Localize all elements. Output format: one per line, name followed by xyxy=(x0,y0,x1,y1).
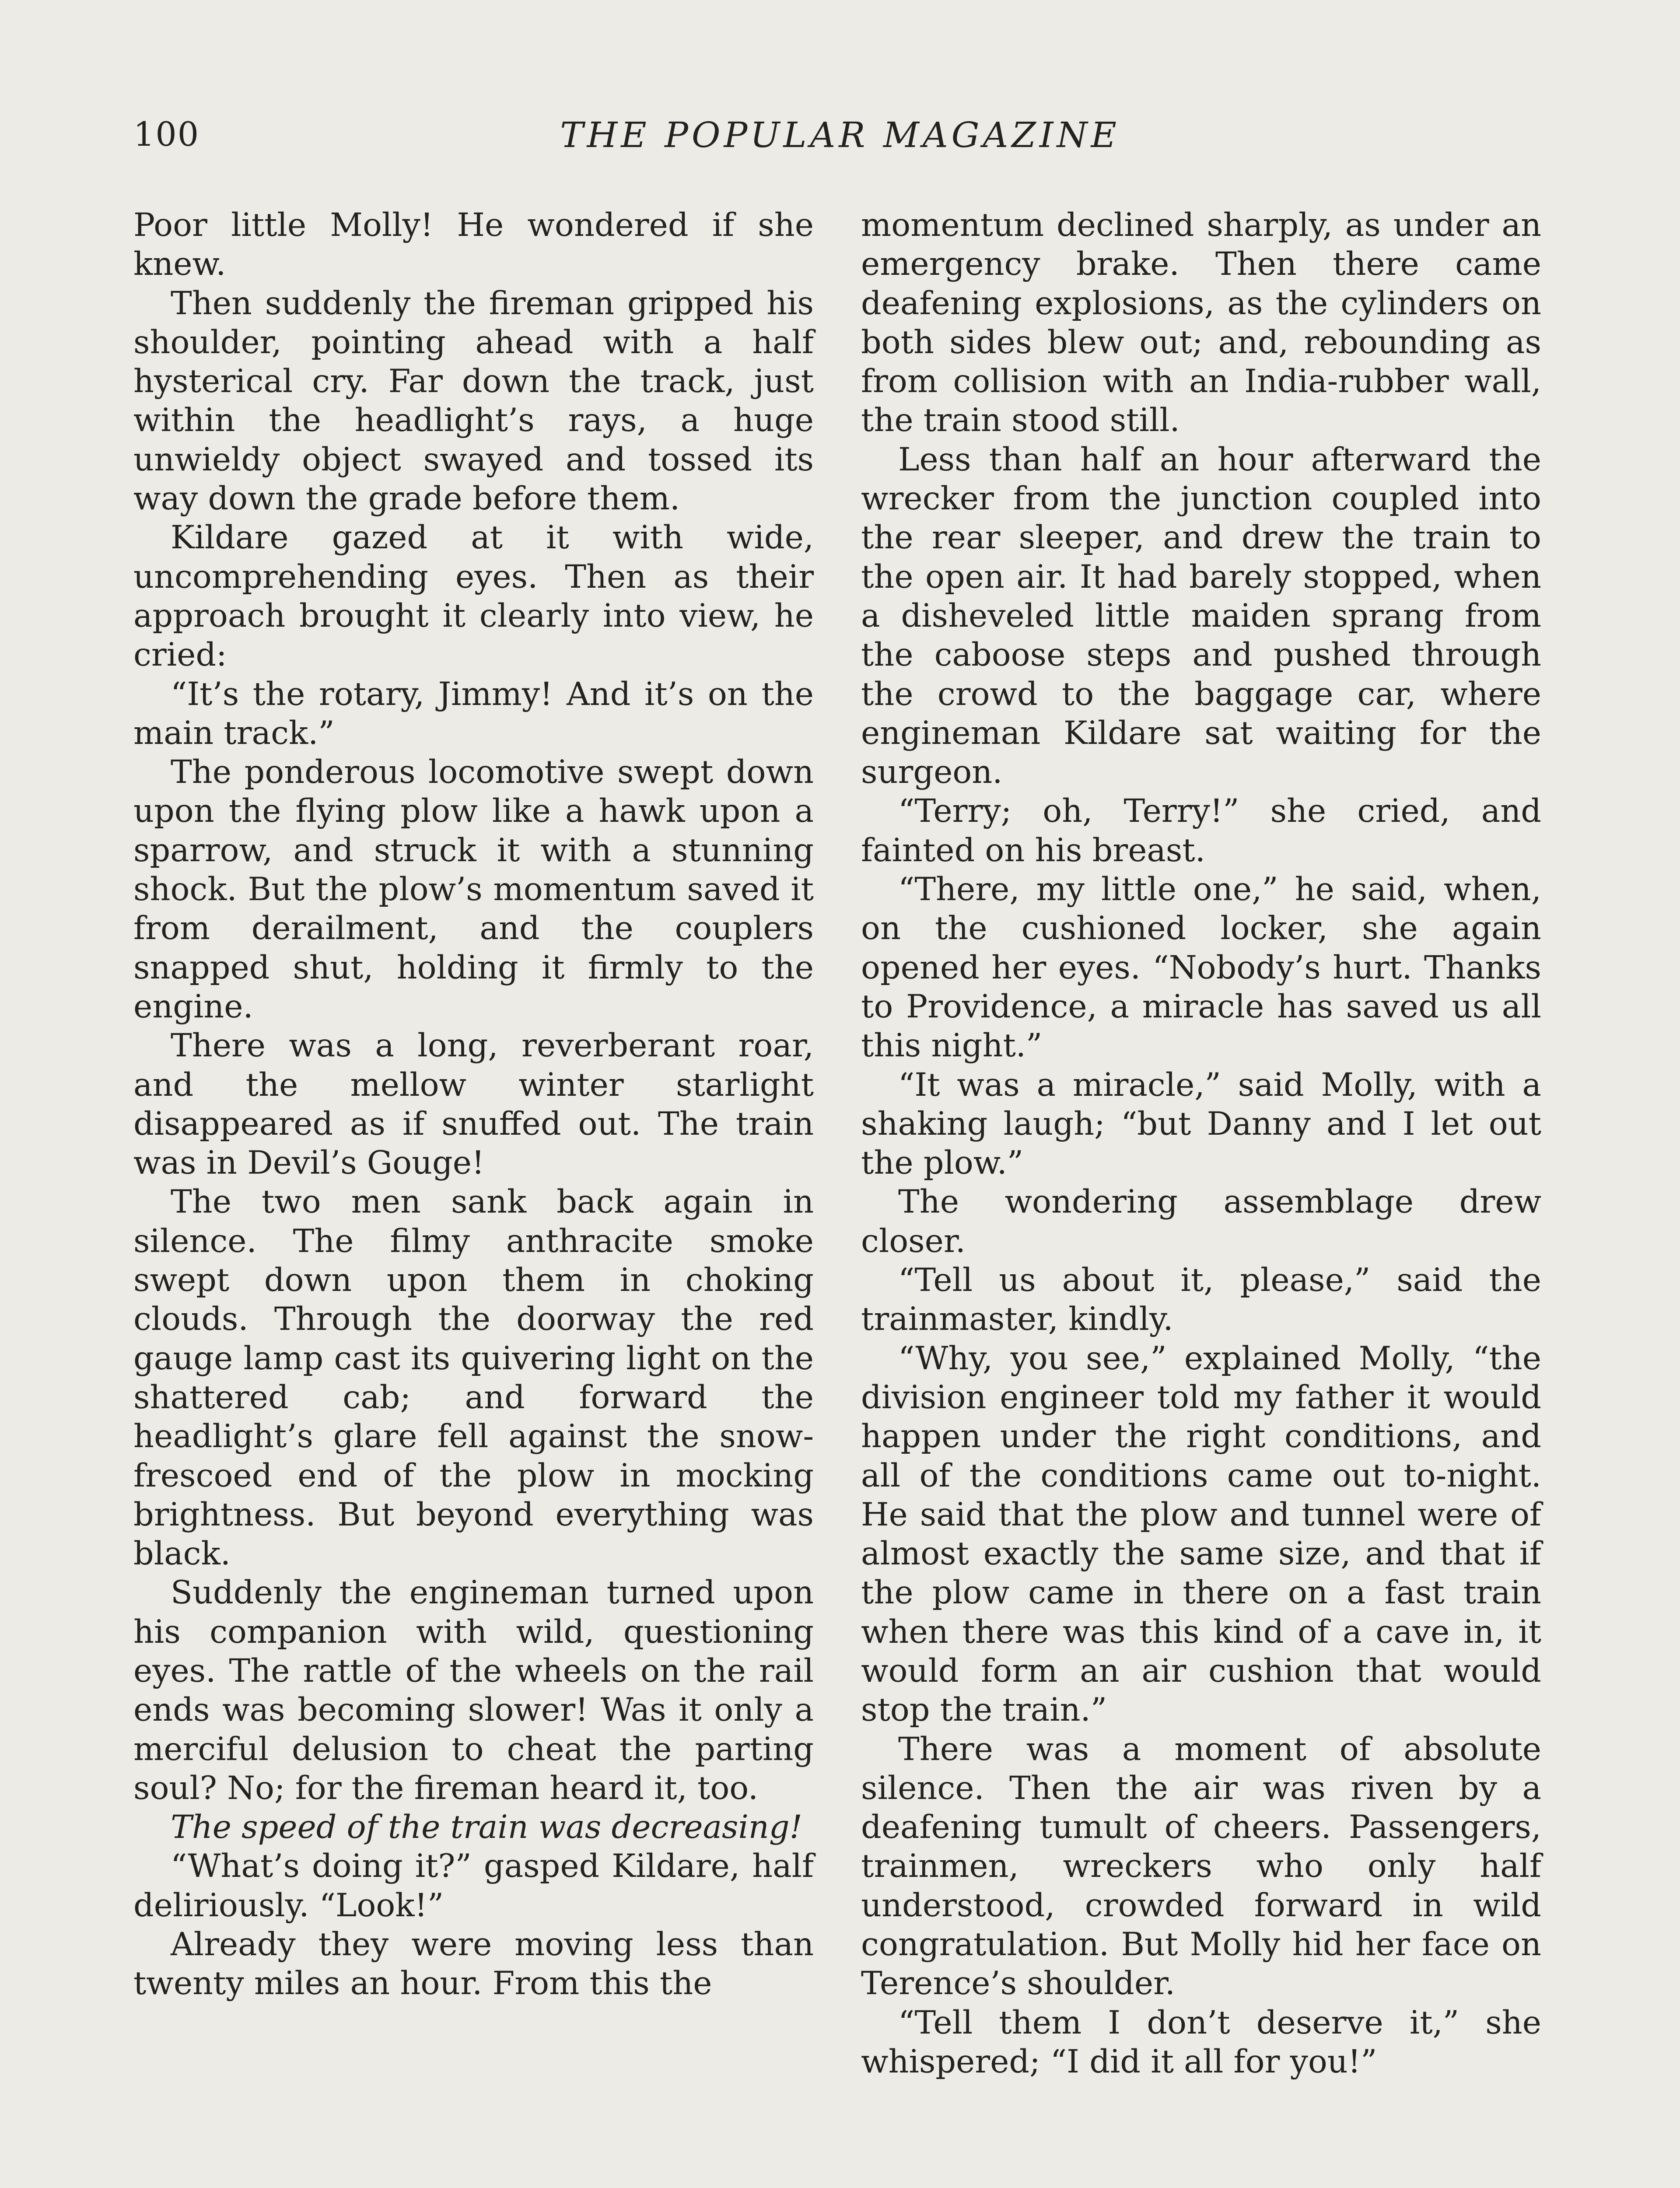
paragraph: “What’s doing it?” gasped Kildare, half deliriously. “Look!” xyxy=(133,1848,814,1924)
paragraph: The wondering assemblage drew closer. xyxy=(861,1183,1541,1260)
paragraph: momentum declined sharply, as under an emergency brake. Then there came deafening explosions, as the cylinders on both sides blew out; and, rebounding as from collision with an India-rubber wall, the train stood still. xyxy=(861,207,1541,439)
paragraph: Poor little Molly! He wondered if she knew. xyxy=(133,207,814,283)
paragraph: Suddenly the engineman turned upon his companion with wild, questioning eyes. The rattle of the wheels on the rail ends was becoming slower! Was it only a merciful delusion to cheat the parting soul? No; for the fireman heard it, too. xyxy=(133,1574,814,1807)
page-number: 100 xyxy=(133,115,200,154)
page-header xyxy=(0,115,1680,167)
paragraph: “Tell us about it, please,” said the trainmaster, kindly. xyxy=(861,1262,1541,1338)
right-column xyxy=(861,206,1541,2081)
paragraph: “Terry; oh, Terry!” she cried, and fainted on his breast. xyxy=(861,792,1541,869)
paragraph: “Why, you see,” explained Molly, “the division engineer told my father it would happen under the right conditions, and all of the conditions came out to-night. He said that the plow and tunnel were of almost exactly the same size, and that if the plow came in there on a fast train when there was this kind of a cave in, it would form an air cushion that would stop the train.” xyxy=(861,1339,1541,1729)
paragraph: Already they were moving less than twenty miles an hour. From this the xyxy=(133,1926,814,2002)
paragraph-italic: The speed of the train was decreasing! xyxy=(171,1809,802,1846)
paragraph: Less than half an hour afterward the wrecker from the junction coupled into the rear sleeper, and drew the train to the open air. It had barely stopped, when a disheveled little maiden sprang from the caboose steps and pushed through the crowd to the baggage car, where engineman Kildare sat waiting for the surgeon. xyxy=(861,441,1541,791)
paragraph: The ponderous locomotive swept down upon the flying plow like a hawk upon a sparrow, and struck it with a stunning shock. But the plow’s momentum saved it from derailment, and the couplers snapped shut, holding it firmly to the engine. xyxy=(133,754,814,1025)
left-column xyxy=(133,206,814,2003)
paragraph: “It’s the rotary, Jimmy! And it’s on the main track.” xyxy=(133,675,814,752)
paragraph: “There, my little one,” he said, when, on the cushioned locker, she again opened her eyes. “Nobody’s hurt. Thanks to Providence, a miracle has saved us all this night.” xyxy=(861,871,1541,1065)
running-head-title: THE POPULAR MAGAZINE xyxy=(560,115,1120,155)
paragraph: Then suddenly the fireman gripped his shoulder, pointing ahead with a half hysterical cry. Far down the track, just within the headlight’s rays, a huge unwieldy object swayed and tossed its way down the grade before them. xyxy=(133,284,814,518)
paragraph: There was a long, reverberant roar, and the mellow winter starlight disappeared as if snuffed out. The train was in Devil’s Gouge! xyxy=(133,1027,814,1182)
paragraph: “It was a miracle,” said Molly, with a shaking laugh; “but Danny and I let out the plow.” xyxy=(861,1066,1541,1182)
paragraph: There was a moment of absolute silence. Then the air was riven by a deafening tumult of cheers. Passengers, trainmen, wreckers who only half understood, crowded forward in wild congratulation. But Molly hid her face on Terence’s shoulder. xyxy=(861,1730,1541,2002)
paragraph: The two men sank back again in silence. The filmy anthracite smoke swept down upon them in choking clouds. Through the doorway the red gauge lamp cast its quivering light on the shattered cab; and forward the headlight’s glare fell against the snow-frescoed end of the plow in mocking brightness. But beyond everything was black. xyxy=(133,1183,814,1573)
paragraph: “Tell them I don’t deserve it,” she whispered; “I did it all for you!” xyxy=(861,2004,1541,2080)
paragraph: Kildare gazed at it with wide, uncomprehending eyes. Then as their approach brought it clearly into view, he cried: xyxy=(133,519,814,674)
